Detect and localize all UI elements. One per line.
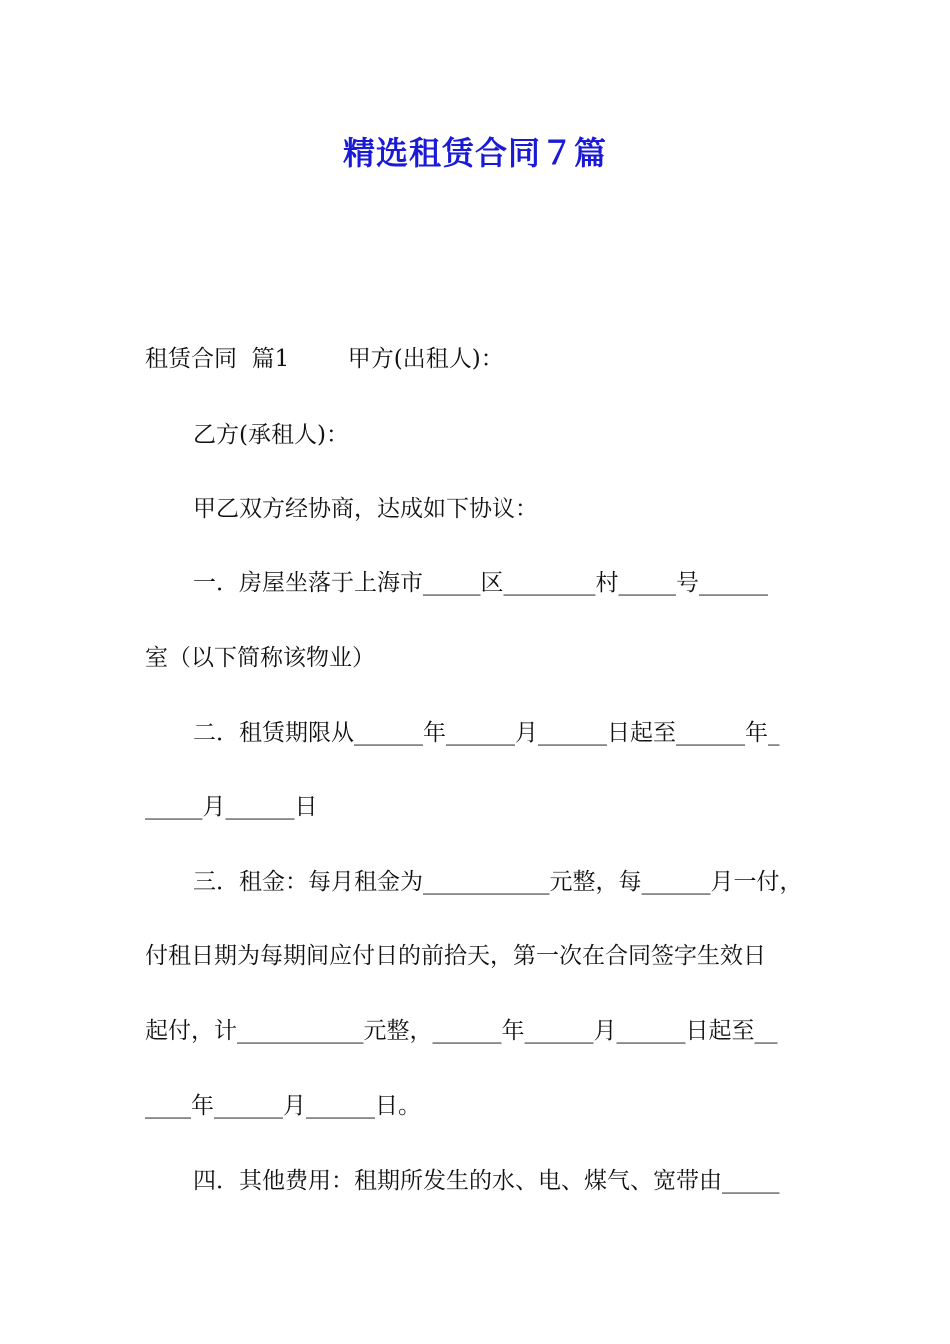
paragraph-line: 甲乙双方经协商，达成如下协议： (193, 496, 538, 522)
paragraph-line: 一．房屋坐落于上海市_____区________村_____号______ (193, 570, 768, 596)
paragraph-line: ____年______月______日。 (145, 1093, 421, 1119)
paragraph-line: 四．其他费用：租期所发生的水、电、煤气、宽带由_____ (193, 1168, 780, 1194)
paragraph-line: 起付，计___________元整，______年______月______日起至__ (145, 1018, 778, 1044)
paragraph-line: 付租日期为每期间应付日的前拾天，第一次在合同签字生效日 (145, 943, 766, 969)
paragraph-line: _____月______日 (145, 794, 318, 820)
paragraph-line: 三．租金：每月租金为___________元整，每______月一付， (193, 869, 803, 895)
paragraph-line: 乙方(承租人)： (193, 422, 349, 448)
document-title: 精选租赁合同７篇 (342, 134, 607, 172)
paragraph-line: 租赁合同 篇1 甲方(出租人)： (145, 346, 504, 372)
paragraph-line: 二．租赁期限从______年______月______日起至______年_ (193, 720, 780, 746)
paragraph-line: 室（以下简称该物业） (145, 645, 375, 671)
